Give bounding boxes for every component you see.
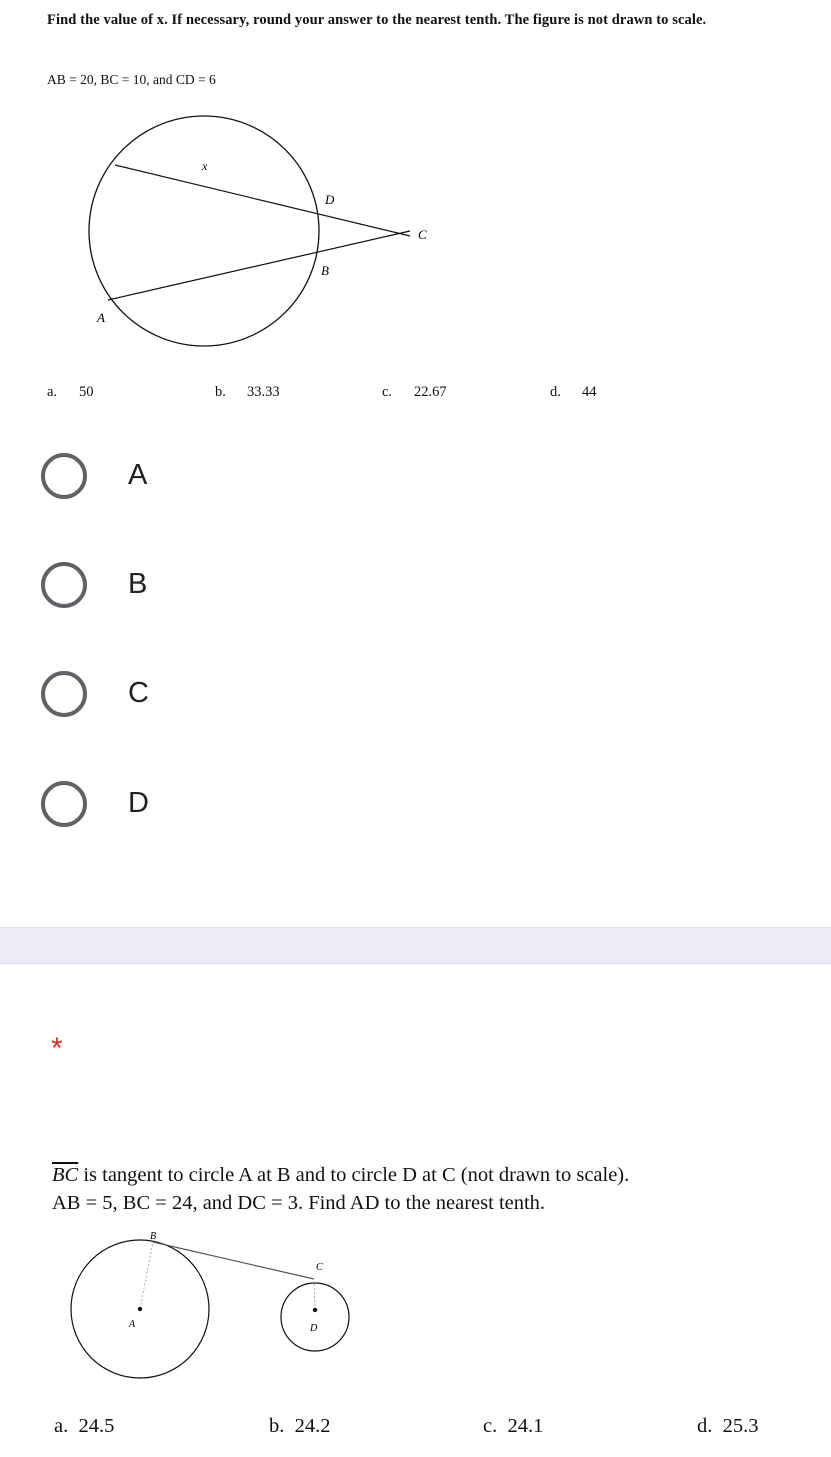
radius-ab (140, 1242, 153, 1309)
q2-choice-d: d. 25.3 (697, 1415, 759, 1437)
q2-choice-b: b. 24.2 (269, 1415, 331, 1437)
circle-secant-figure (40, 100, 460, 360)
tangent-bc (153, 1242, 314, 1279)
radio-circle-icon[interactable] (41, 562, 87, 608)
circle-outline (89, 116, 319, 346)
label-C: C (316, 1262, 323, 1273)
label-B: B (321, 263, 329, 278)
question-1-prompt: Find the value of x. If necessary, round your answer to the nearest tenth. The figure is not drawn to scale. (47, 12, 707, 28)
required-asterisk: * (51, 1032, 63, 1065)
secant-lower (108, 231, 410, 300)
choice-c: c. 22.67 (382, 384, 447, 400)
circle-d-outline (281, 1283, 349, 1351)
radio-circle-icon[interactable] (41, 453, 87, 499)
choice-b: b. 33.33 (215, 384, 280, 400)
secant-upper (115, 165, 410, 236)
question-1-given: AB = 20, BC = 10, and CD = 6 (47, 72, 216, 87)
option-label: C (128, 677, 149, 709)
option-label: B (128, 568, 148, 600)
option-b-radio[interactable] (40, 560, 340, 620)
label-B: B (150, 1231, 157, 1242)
section-divider (0, 927, 831, 964)
option-c-radio[interactable] (40, 669, 340, 729)
label-C: C (418, 227, 427, 242)
label-A: A (129, 1319, 136, 1330)
option-label: D (128, 787, 149, 819)
choice-d: d. 44 (550, 384, 597, 400)
q2-choice-a: a. 24.5 (54, 1415, 115, 1437)
question-2-line-1: $\overline{BC}$ is tangent to circle A at B and to circle D at C (not drawn to scale). (52, 1164, 630, 1186)
q2-choice-c: c. 24.1 (483, 1415, 544, 1437)
center-d-dot (313, 1308, 317, 1312)
radio-circle-icon[interactable] (41, 671, 87, 717)
label-D: D (310, 1323, 318, 1334)
label-x: x (202, 159, 208, 173)
question-2-line-2: AB = 5, BC = 24, and DC = 3. Find AD to the nearest tenth. (52, 1192, 546, 1214)
choice-a: a. 50 (47, 384, 94, 400)
center-a-dot (138, 1307, 142, 1311)
segment-bc: $\overline{BC}$ (52, 1164, 79, 1186)
radio-circle-icon[interactable] (41, 781, 87, 827)
radius-dc (314, 1282, 315, 1310)
label-A: A (97, 310, 105, 325)
label-D: D (325, 192, 335, 207)
tangent-circles-figure (60, 1222, 380, 1392)
option-d-radio[interactable] (40, 779, 340, 839)
option-a-radio[interactable] (40, 451, 340, 511)
option-label: A (128, 459, 148, 491)
